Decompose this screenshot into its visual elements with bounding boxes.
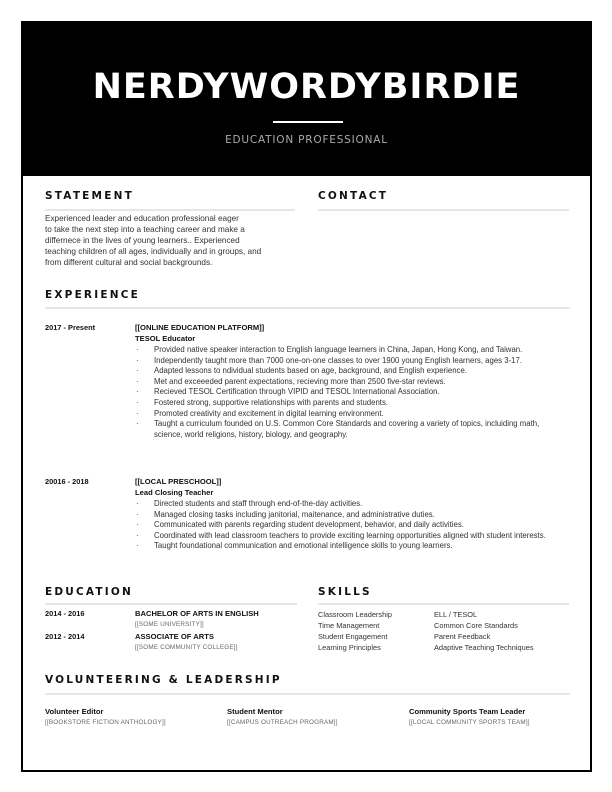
contact-heading: CONTACT (318, 190, 389, 202)
job-bullet: · Met and exceeeded parent expectations, recieving more than 2500 five-star reviews. (136, 376, 446, 386)
volunteer-role: Community Sports Team Leader (409, 707, 526, 716)
bullet-icon: · (136, 541, 139, 551)
skill-item: Common Core Standards (434, 621, 518, 630)
statement-line: Experienced leader and education professional eager (45, 214, 239, 223)
education-dates: 2014 - 2016 (45, 609, 85, 618)
bullet-icon: · (136, 419, 139, 429)
education-degree: ASSOCIATE OF ARTS (135, 632, 214, 641)
statement-line: from different cultural and social backgrounds. (45, 258, 213, 267)
bullet-icon: · (136, 366, 139, 376)
skills-divider (318, 603, 569, 605)
statement-divider (45, 209, 295, 211)
job-bullet: · Provided native speaker interaction to English language learners in China, Japan, Hong Kong, and Taiwan. (136, 345, 523, 354)
education-school: [[SOME COMMUNITY COLLEGE]] (135, 644, 238, 651)
education-school: [[SOME UNIVERSITY]] (135, 621, 204, 628)
job-bullet: · Directed students and staff through end-of-the-day activities. (136, 499, 363, 508)
education-heading: EDUCATION (45, 586, 134, 598)
statement-line: to take the next step into a teaching career and make a (45, 225, 245, 234)
job-bullet: · Fostered strong, supportive relationships with parents and students. (136, 397, 389, 407)
job-bullet: · Coordinated with lead classroom teachers to provide exciting learning opportunities aligned with student interests. (136, 530, 546, 540)
education-dates: 2012 - 2014 (45, 632, 85, 641)
volunteering-divider (45, 693, 570, 695)
education-degree: BACHELOR OF ARTS IN ENGLISH (135, 609, 259, 618)
job-organization: [[LOCAL PRESCHOOL]] (135, 477, 222, 486)
volunteer-organization: [[LOCAL COMMUNITY SPORTS TEAM]] (409, 719, 530, 726)
job-bullet: · Communicated with parents regarding student development, behavior, and daily activities. (136, 520, 464, 530)
job-dates: 20016 - 2018 (45, 477, 89, 486)
bullet-icon: · (136, 499, 139, 508)
bullet-icon: · (136, 509, 139, 519)
education-divider (45, 603, 297, 605)
experience-heading: EXPERIENCE (45, 289, 140, 301)
bullet-icon: · (136, 408, 139, 418)
candidate-name: NERDYWORDYBIRDIE (92, 67, 521, 107)
statement-text (45, 213, 305, 268)
contact-divider (318, 209, 569, 211)
job-bullet: · Recieved TESOL Certification through VIPID and TESOL International Association. (136, 387, 440, 397)
skill-item: Student Engagement (318, 632, 388, 641)
statement-line: teaching children of all ages, individually and in groups, and (45, 247, 262, 256)
skill-item: Time Management (318, 621, 380, 630)
skill-item: ELL / TESOL (434, 610, 478, 619)
skill-item: Adaptive Teaching Techniques (434, 643, 534, 652)
resume-page (21, 21, 592, 772)
job-organization: [[ONLINE EDUCATION PLATFORM]] (135, 323, 265, 332)
job-bullets (135, 345, 565, 440)
bullet-icon: · (136, 355, 139, 365)
job-dates: 2017 - Present (45, 323, 96, 332)
job-bullets (135, 499, 565, 552)
volunteering-heading: VOLUNTEERING & LEADERSHIP (45, 674, 282, 686)
candidate-title: EDUCATION PROFESSIONAL (225, 134, 388, 146)
job-role: Lead Closing Teacher (135, 488, 214, 497)
bullet-icon: · (136, 345, 139, 354)
statement-heading: STATEMENT (45, 190, 134, 202)
bullet-icon: · (136, 397, 139, 407)
volunteer-organization: [[CAMPUS OUTREACH PROGRAM]] (227, 719, 338, 726)
job-bullet: · Promoted creativity and excitement in digital learning environment. (136, 408, 384, 418)
experience-divider (45, 307, 570, 309)
statement-line: differnece in the lives of young learners.. Experienced (45, 236, 240, 245)
bullet-icon: · (136, 520, 139, 530)
skill-item: Classroom Leadership (318, 610, 392, 619)
skills-heading: SKILLS (318, 586, 372, 598)
job-bullet: · Managed closing tasks including janitorial, maitenance, and administrative duties. (136, 509, 435, 519)
volunteer-role: Student Mentor (227, 707, 283, 716)
job-bullet: · Independently taught more than 7000 one-on-one classes to over 1900 young English learners, ages 3-17. (136, 355, 523, 365)
job-bullet: · Taught foundational communication and emotional intelligence skills to young learners. (136, 541, 453, 551)
job-bullet: · Taught a curriculum founded on U.S. Common Core Standards and covering a variety of topics, incluiding math, science, world religions, history, biology, and geography. (136, 419, 540, 439)
bullet-icon: · (136, 387, 139, 397)
bullet-icon: · (136, 376, 139, 386)
name-divider (273, 121, 343, 123)
skill-item: Parent Feedback (434, 632, 491, 641)
job-role: TESOL Educator (135, 334, 196, 343)
bullet-icon: · (136, 530, 139, 540)
header-banner (23, 23, 590, 176)
skill-item: Learning Principles (318, 643, 381, 652)
volunteer-role: Volunteer Editor (45, 707, 104, 716)
volunteer-organization: [[BOOKSTORE FICTION ANTHOLOGY]] (45, 719, 166, 726)
job-bullet: · Adapted lessons to ndividual students based on age, background, and English experience. (136, 366, 467, 376)
